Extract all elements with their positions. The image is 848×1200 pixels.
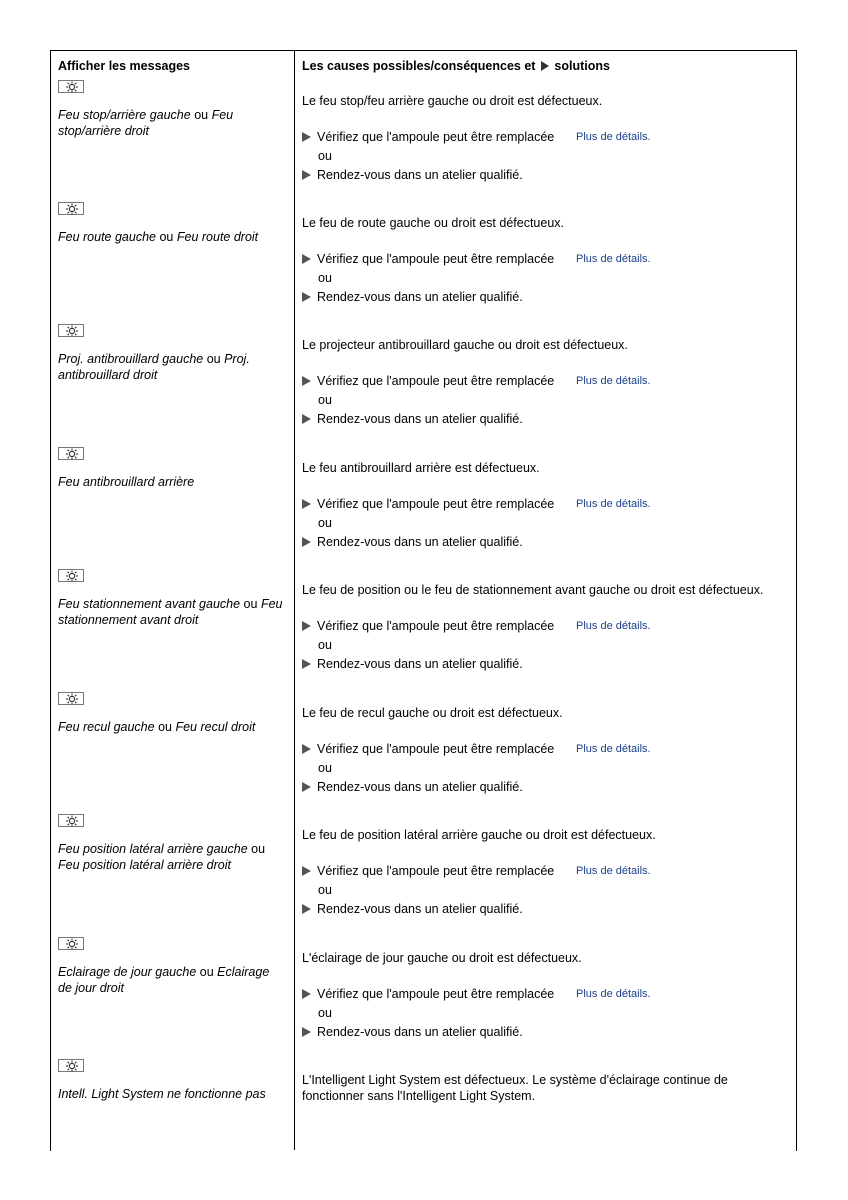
triangle-arrow-icon (302, 292, 311, 302)
more-details-link[interactable]: Plus de détails (576, 498, 648, 510)
action-text: Rendez-vous dans un atelier qualifié. (317, 780, 523, 794)
column-divider (294, 50, 295, 1150)
action-visit-workshop (302, 167, 523, 183)
more-details-link-wrap (576, 620, 651, 632)
triangle-arrow-icon (302, 866, 311, 876)
header-causes-text: Les causes possibles/conséquences et (302, 59, 536, 73)
display-message (58, 107, 283, 139)
light-bulb-warning-icon (58, 1059, 84, 1072)
message-left: Feu recul gauche (58, 720, 155, 734)
or-text: ou (318, 393, 332, 407)
message-right: Feu recul droit (175, 720, 256, 734)
light-bulb-warning-icon (58, 569, 84, 582)
action-visit-workshop (302, 534, 523, 550)
or-text: ou (318, 883, 332, 897)
link-period: . (647, 253, 651, 265)
message-join: ou (154, 720, 176, 734)
header-solutions-text: solutions (554, 59, 610, 73)
cause-text: Le feu de position latéral arrière gauche ou droit est défectueux. (302, 828, 656, 842)
action-text: Rendez-vous dans un atelier qualifié. (317, 290, 523, 304)
message-right: Proj. antibrouillard droit (58, 352, 250, 382)
display-message (58, 719, 283, 735)
action-text: Rendez-vous dans un atelier qualifié. (317, 1025, 523, 1039)
message-right: Eclairage de jour droit (58, 965, 270, 995)
action-text: Vérifiez que l'ampoule peut être remplacée (317, 130, 555, 144)
triangle-arrow-icon (302, 254, 311, 264)
more-details-link[interactable]: Plus de détails (576, 743, 648, 755)
link-period: . (647, 620, 651, 632)
triangle-arrow-icon (302, 782, 311, 792)
action-visit-workshop (302, 411, 523, 427)
triangle-arrow-icon (302, 989, 311, 999)
link-period: . (647, 375, 651, 387)
message-left: Feu route gauche (58, 230, 156, 244)
more-details-link-wrap (576, 743, 651, 755)
action-check-bulb (302, 373, 554, 389)
light-bulb-warning-icon (58, 447, 84, 460)
message-join: ou (247, 842, 266, 856)
cause-text: Le feu de recul gauche ou droit est défectueux. (302, 706, 563, 720)
triangle-arrow-icon (302, 904, 311, 914)
link-period: . (647, 498, 651, 510)
action-check-bulb (302, 618, 554, 634)
display-message (58, 1086, 283, 1102)
or-text: ou (318, 761, 332, 775)
triangle-arrow-icon (302, 744, 311, 754)
more-details-link-wrap (576, 498, 651, 510)
triangle-arrow-icon (302, 1027, 311, 1037)
more-details-link[interactable]: Plus de détails (576, 375, 648, 387)
message-join: ou (240, 597, 261, 611)
or-text: ou (318, 516, 332, 530)
action-check-bulb (302, 129, 554, 145)
action-text: Rendez-vous dans un atelier qualifié. (317, 412, 523, 426)
message-left: Feu antibrouillard arrière (58, 475, 195, 489)
more-details-link-wrap (576, 988, 651, 1000)
more-details-link-wrap (576, 253, 651, 265)
action-check-bulb (302, 496, 554, 512)
action-check-bulb (302, 251, 554, 267)
link-period: . (647, 743, 651, 755)
triangle-arrow-icon (302, 376, 311, 386)
message-left: Eclairage de jour gauche (58, 965, 197, 979)
light-bulb-warning-icon (58, 937, 84, 950)
header-causes-solutions (302, 59, 610, 73)
action-text: Rendez-vous dans un atelier qualifié. (317, 168, 523, 182)
link-period: . (647, 988, 651, 1000)
more-details-link-wrap (576, 131, 651, 143)
light-bulb-warning-icon (58, 202, 84, 215)
cause-text: Le feu de route gauche ou droit est défectueux. (302, 216, 564, 230)
message-join: ou (196, 965, 218, 979)
display-message (58, 474, 283, 490)
action-text: Rendez-vous dans un atelier qualifié. (317, 535, 523, 549)
or-text: ou (318, 149, 332, 163)
more-details-link-wrap (576, 865, 651, 877)
or-text: ou (318, 1006, 332, 1020)
cause-text: Le feu de position ou le feu de stationnement avant gauche ou droit est défectueux. (302, 583, 764, 597)
message-right: Feu stationnement avant droit (58, 597, 283, 627)
triangle-arrow-icon (302, 621, 311, 631)
action-text: Rendez-vous dans un atelier qualifié. (317, 657, 523, 671)
more-details-link[interactable]: Plus de détails (576, 620, 648, 632)
display-message (58, 596, 283, 628)
action-text: Vérifiez que l'ampoule peut être remplacée (317, 864, 555, 878)
action-text: Vérifiez que l'ampoule peut être remplacée (317, 987, 555, 1001)
or-text: ou (318, 271, 332, 285)
display-message (58, 229, 283, 245)
light-bulb-warning-icon (58, 324, 84, 337)
action-visit-workshop (302, 289, 523, 305)
triangle-arrow-icon (541, 61, 549, 71)
message-join: ou (190, 108, 212, 122)
message-right: Feu stop/arrière droit (58, 108, 234, 138)
more-details-link[interactable]: Plus de détails (576, 988, 648, 1000)
display-message (58, 351, 283, 383)
triangle-arrow-icon (302, 537, 311, 547)
message-join: ou (156, 230, 177, 244)
action-text: Vérifiez que l'ampoule peut être remplacée (317, 374, 555, 388)
action-text: Rendez-vous dans un atelier qualifié. (317, 902, 523, 916)
message-left: Feu position latéral arrière gauche (58, 842, 248, 856)
action-text: Vérifiez que l'ampoule peut être remplacée (317, 252, 555, 266)
action-text: Vérifiez que l'ampoule peut être remplacée (317, 619, 555, 633)
cause-text: Le projecteur antibrouillard gauche ou droit est défectueux. (302, 338, 628, 352)
action-visit-workshop (302, 1024, 523, 1040)
action-check-bulb (302, 863, 554, 879)
link-period: . (647, 131, 651, 143)
triangle-arrow-icon (302, 659, 311, 669)
cause-text: L'Intelligent Light System est défectueux. Le système d'éclairage continue de fonctionner sans l'Intelligent Light System. (302, 1073, 728, 1103)
triangle-arrow-icon (302, 414, 311, 424)
or-text: ou (318, 638, 332, 652)
action-check-bulb (302, 741, 554, 757)
display-message (58, 964, 283, 996)
message-right: Feu position latéral arrière droit (58, 858, 231, 872)
more-details-link[interactable]: Plus de détails (576, 253, 648, 265)
light-bulb-warning-icon (58, 814, 84, 827)
cause-text: L'éclairage de jour gauche ou droit est défectueux. (302, 951, 582, 965)
more-details-link-wrap (576, 375, 651, 387)
cause-text: Le feu antibrouillard arrière est défectueux. (302, 461, 540, 475)
message-left: Feu stop/arrière gauche (58, 108, 191, 122)
triangle-arrow-icon (302, 499, 311, 509)
more-details-link[interactable]: Plus de détails (576, 131, 648, 143)
message-join: ou (203, 352, 225, 366)
message-left: Intell. Light System ne fonctionne pas (58, 1087, 266, 1101)
message-left: Feu stationnement avant gauche (58, 597, 241, 611)
action-check-bulb (302, 986, 554, 1002)
action-visit-workshop (302, 901, 523, 917)
action-visit-workshop (302, 656, 523, 672)
more-details-link[interactable]: Plus de détails (576, 865, 648, 877)
light-bulb-warning-icon (58, 80, 84, 93)
action-text: Vérifiez que l'ampoule peut être remplacée (317, 497, 555, 511)
display-message (58, 841, 283, 873)
message-right: Feu route droit (176, 230, 259, 244)
header-display-messages: Afficher les messages (58, 59, 191, 73)
message-left: Proj. antibrouillard gauche (58, 352, 204, 366)
light-bulb-warning-icon (58, 692, 84, 705)
triangle-arrow-icon (302, 132, 311, 142)
cause-text: Le feu stop/feu arrière gauche ou droit est défectueux. (302, 94, 603, 108)
triangle-arrow-icon (302, 170, 311, 180)
action-text: Vérifiez que l'ampoule peut être remplacée (317, 742, 555, 756)
link-period: . (647, 865, 651, 877)
action-visit-workshop (302, 779, 523, 795)
